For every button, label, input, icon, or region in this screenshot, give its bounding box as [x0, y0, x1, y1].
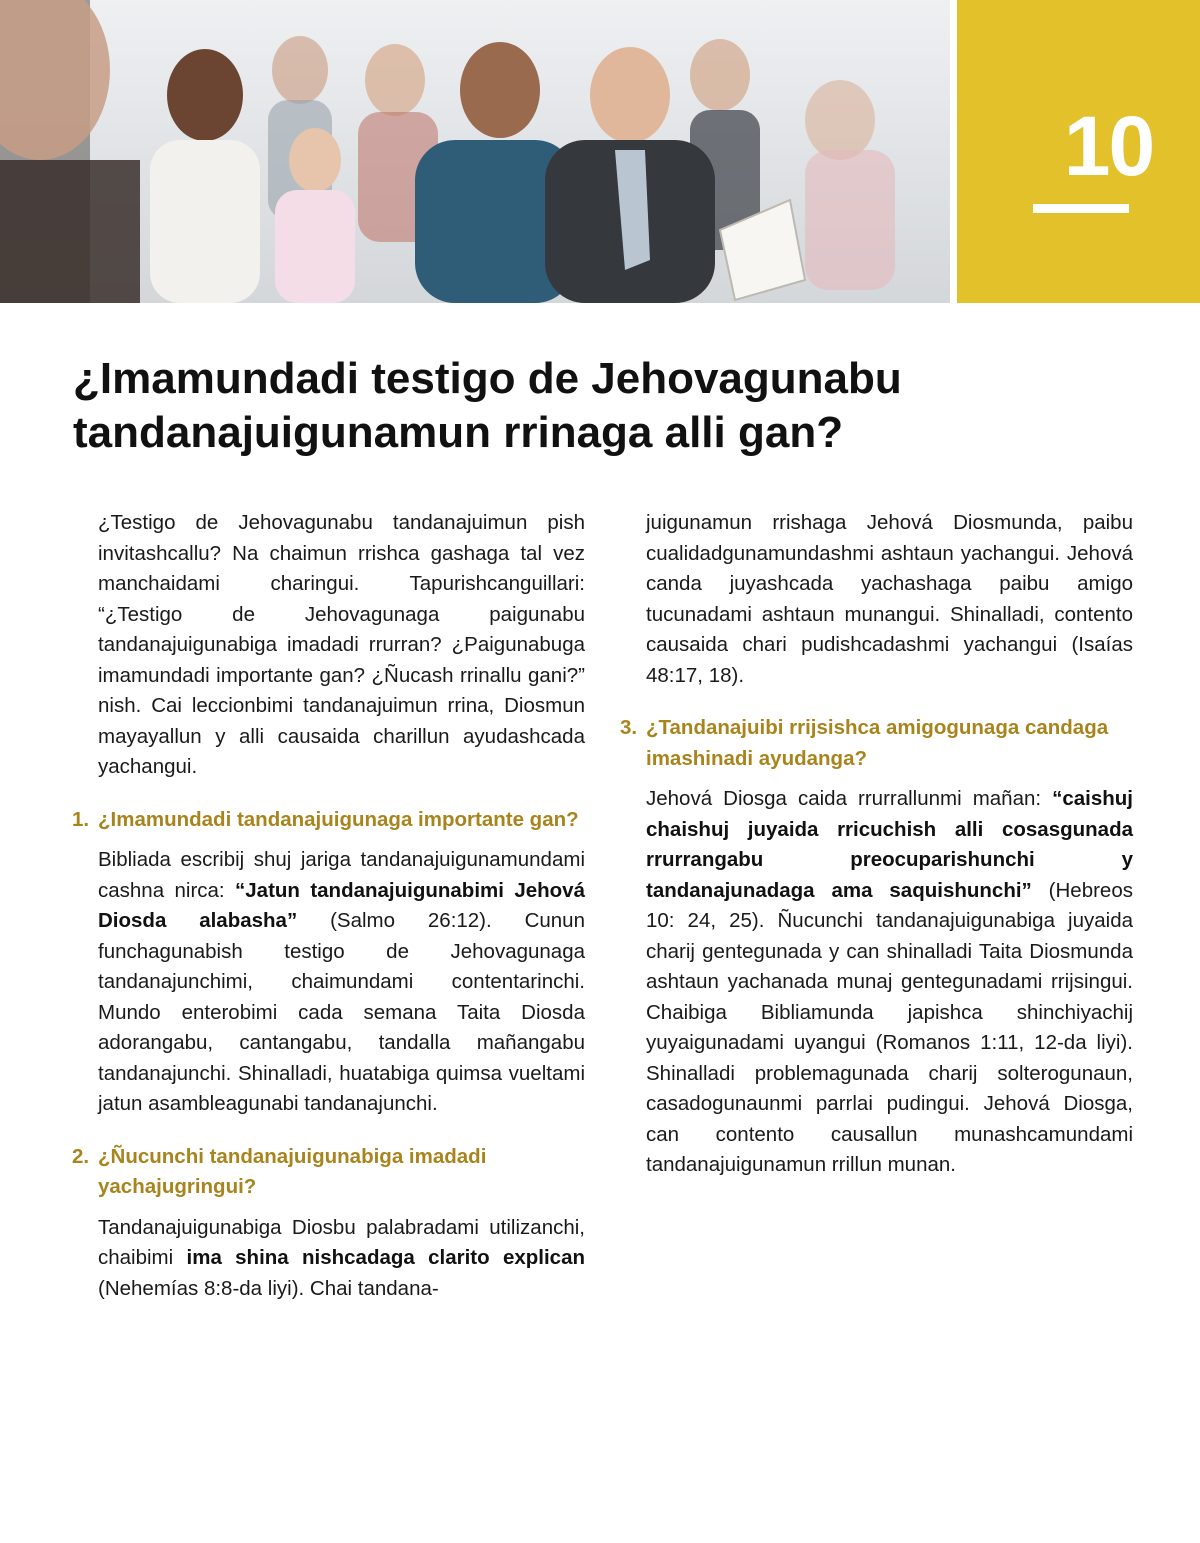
left-column	[72, 508, 586, 1304]
question-2-text: ¿Ñucunchi tandanajuigunabiga imadadi yachajugringui?	[98, 1144, 487, 1198]
question-3	[620, 713, 1133, 774]
right-column	[620, 508, 1133, 1181]
answer-2-continued: juigunamun rrishaga Jehová Diosmunda, paibu cualidadgunamundashmi ashtaun yachangui. Jehová canda juyashcada yachashaga paibu amigo tucunadami ashtaun munangui. Shinalladi, contento causaida chari pudishcadashmi yachangui (Isaías 48:17, 18).	[646, 511, 1133, 687]
answer-1	[98, 845, 585, 1120]
question-2-number: 2.	[72, 1144, 90, 1168]
answer-1-text-b: (Salmo 26:12). Cunun funchagunabish testigo de Jehovagunaga tandanajunchimi, chaimundami contentarinchi. Mundo enterobimi cada semana Taita Diosda adorangabu, cantangabu, tandalla mañangabu tandanajunchi. Shinalladi, huatabiga quimsa vueltami jatun asambleagunabi tandanajunchi.	[98, 909, 585, 1115]
congregation-photo-illustration	[0, 0, 950, 303]
answer-3-text-a: Jehová Diosga caida rrurrallunmi mañan:	[646, 787, 1053, 810]
answer-3-text-b: (Hebreos 10: 24, 25). Ñucunchi tandanajuigunabiga juyaida charij gentegunada y can shinalladi Taita Diosmunda ashtaun yachanada munaj gentegunadami rrijsingui. Chaibiga Bibliamunda japishca shinchiyachij yuyaigunadami uyangui (Romanos 1:11, 12-da liyi). Shinalladi problemagunada charij solterogunaun, casadogunaunmi parrlai pudingui. Jehová Diosga, can contento causallun munashcamundami tandanajuigunamun rrillun munan.	[646, 878, 1133, 1176]
question-3-text: ¿Tandanajuibi rrijsishca amigogunaga candaga imashinadi ayudanga?	[646, 716, 1109, 770]
lesson-badge	[957, 0, 1200, 303]
page-title: ¿Imamundadi testigo de Jehovagunabu tandanajuigunamun rrinaga alli gan?	[73, 354, 902, 457]
lesson-number: 10	[1063, 99, 1154, 193]
answer-2-text-b-start: (Nehemías 8:8-da liyi). Chai tandana-	[98, 1276, 439, 1300]
question-3-number: 3.	[620, 716, 638, 739]
question-2	[72, 1142, 585, 1203]
lesson-number-underline	[1033, 204, 1129, 213]
question-1	[72, 805, 585, 836]
question-1-text: ¿Imamundadi tandanajuigunaga importante gan?	[98, 807, 579, 831]
answer-3-quote: “caishuj chaishuj juyaida rricuchish alli cosasgunada rrurrangabu preocuparishunchi y tandanajunadaga ama saquishunchi”	[646, 787, 1133, 902]
answer-3	[646, 784, 1133, 1181]
answer-2	[98, 1213, 585, 1305]
question-1-number: 1.	[72, 807, 90, 831]
answer-2-text-a: Tandanajuigunabiga Diosbu palabradami utilizanchi, chaibimi	[98, 1215, 585, 1269]
answer-2-emphasis: ima shina nishcadaga clarito explican	[186, 1246, 586, 1269]
answer-1-text-a: Bibliada escribij shuj jariga tandanajuigunamundami cashna nirca:	[98, 848, 585, 902]
hero-photo	[0, 0, 950, 303]
intro-paragraph: ¿Testigo de Jehovagunabu tandanajuimun pish invitashcallu? Na chaimun rrishca gashaga tal vez manchaidami charingui. Tapurishcanguillari: “¿Testigo de Jehovagunaga paigunabu tandanajuigunabiga imadadi rrurran? ¿Paigunabuga imamundadi importante gan? ¿Ñucash rrinallu gani?” nish. Cai leccionbimi tandanajuimun rrina, Diosmun mayayallun y alli causaida charillun ayudashcada yachangui.	[98, 511, 585, 778]
answer-1-quote: “Jatun tandanajuigunabimi Jehová Diosda alabasha”	[98, 878, 585, 932]
